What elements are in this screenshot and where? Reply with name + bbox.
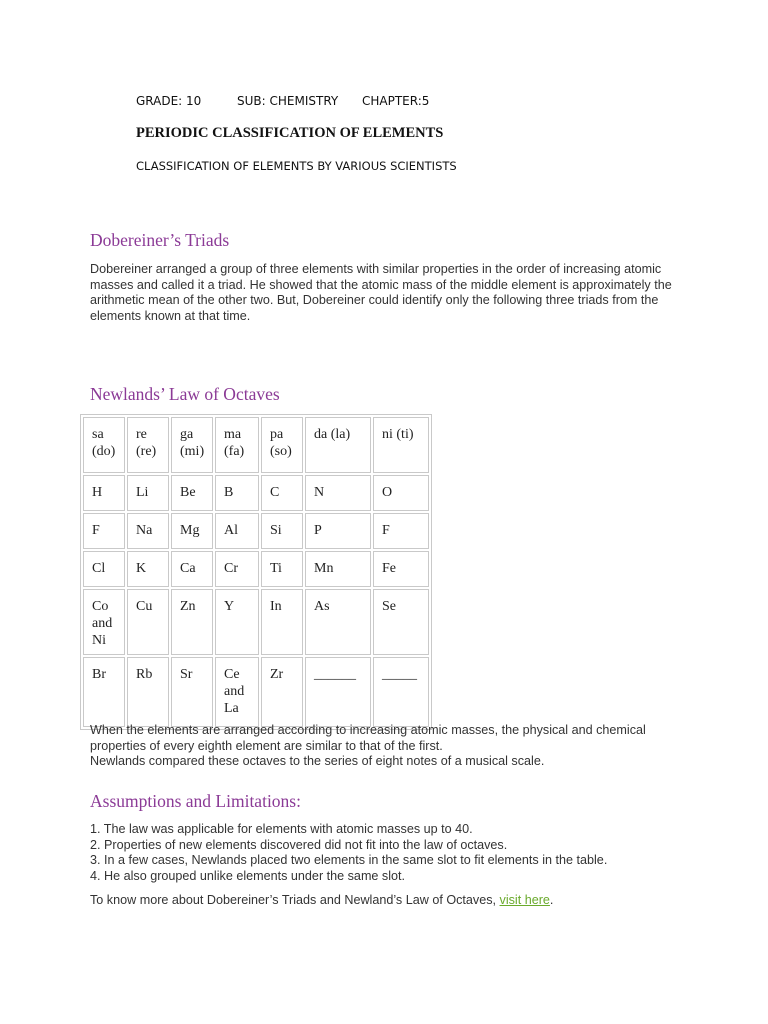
visit-here-link[interactable]: visit here [499,893,550,907]
table-cell [127,475,169,511]
table-cell [171,417,213,473]
table-cell [305,657,371,727]
cell-text: (fa) [224,444,245,459]
cell-text: P [314,523,322,538]
cell-text: da (la) [314,427,351,442]
octaves-table [80,414,432,730]
table-cell [171,657,213,727]
grade-label: GRADE: 10 [136,94,202,108]
cell-text: Y [224,599,235,614]
cell-text: Al [224,523,238,538]
cell-text: Rb [136,667,153,682]
table-cell [373,589,429,655]
cell-text: Mn [314,561,334,576]
table-cell [373,475,429,511]
table-cell [261,589,303,655]
cell-text: (do) [92,444,116,459]
cell-text: pa [270,427,284,442]
table-cell [215,551,259,587]
cell-text: Li [136,485,149,500]
cell-text: Ni [92,633,106,648]
table-cell [83,417,125,473]
cell-text: Na [136,523,153,538]
list-item: 1. The law was applicable for elements with atomic masses up to 40. [90,822,473,836]
table-cell [215,417,259,473]
table-cell [215,589,259,655]
cell-text: re [136,427,147,442]
cell-text: ni (ti) [382,427,414,442]
table-cell [305,513,371,549]
document-title: PERIODIC CLASSIFICATION OF ELEMENTS [136,125,444,141]
table-cell [127,657,169,727]
table-cell [373,513,429,549]
cell-text: Ca [180,561,196,576]
list-item: 4. He also grouped unlike elements under the same slot. [90,868,406,883]
table-header-row [83,417,429,473]
triads-paragraph: Dobereiner arranged a group of three elements with similar properties in the order of increasing atomic masses and called it a triad. He showed that the atomic mass of the middle element is approximately the arithmetic mean of the other two. But, Dobereiner could identify only the following three triads from the elements known at that time. [90,262,672,323]
table-cell [305,475,371,511]
document-subtitle: CLASSIFICATION OF ELEMENTS BY VARIOUS SCIENTISTS [136,159,457,173]
table-row [83,475,429,511]
octaves-heading: Newlands’ Law of Octaves [90,384,280,404]
cell-text: Se [382,599,396,614]
table-cell [83,513,125,549]
cell-text: Be [180,485,196,500]
octaves-description-line: Newlands compared these octaves to the series of eight notes of a musical scale. [90,754,545,768]
cell-text: Sr [180,667,193,682]
cell-text: As [314,599,330,614]
chapter-label: CHAPTER:5 [362,94,430,108]
table-cell [127,589,169,655]
cell-text: O [382,485,393,500]
table-cell [261,475,303,511]
closing-suffix: . [549,893,554,907]
cell-text: ______ [314,667,356,682]
cell-text: F [92,523,100,538]
cell-text: La [224,701,239,716]
octaves-description-line: When the elements are arranged according to increasing atomic masses, the physical and chemical [90,723,646,737]
table-cell [261,657,303,727]
table-cell [171,551,213,587]
table-cell [373,551,429,587]
table-cell [305,589,371,655]
subject-label: SUB: CHEMISTRY [237,94,339,108]
cell-text: and [224,684,245,699]
table-cell [373,417,429,473]
table-cell [171,475,213,511]
cell-text: Cu [136,599,153,614]
table-cell [261,417,303,473]
table-cell [171,589,213,655]
cell-text: Mg [180,523,200,538]
cell-text: F [382,523,390,538]
assumptions-heading: Assumptions and Limitations: [90,791,301,811]
table-cell [83,551,125,587]
cell-text: Si [270,523,282,538]
cell-text: Co [92,599,109,614]
cell-text: ga [180,427,194,442]
cell-text: Cl [92,561,106,576]
table-cell [261,551,303,587]
list-item: 3. In a few cases, Newlands placed two elements in the same slot to fit elements in the table. [90,853,608,867]
cell-text: C [270,485,280,500]
assumptions-list [90,822,710,884]
table-cell [83,475,125,511]
table-row [83,513,429,549]
cell-text: Fe [382,561,396,576]
table-row [83,589,429,655]
list-item: 2. Properties of new elements discovered did not fit into the law of octaves. [90,837,508,852]
cell-text: B [224,485,234,500]
cell-text: In [270,599,282,614]
octaves-description [90,723,690,770]
closing-text: To know more about Dobereiner’s Triads and Newland’s Law of Octaves, [90,893,500,907]
cell-text: Zr [270,667,284,682]
cell-text: Zn [180,599,196,614]
cell-text: sa [92,427,104,442]
cell-text: and [92,616,113,631]
cell-text: (re) [136,444,157,459]
cell-text: N [314,485,325,500]
table-cell [127,513,169,549]
triads-heading: Dobereiner’s Triads [90,230,230,250]
table-cell [373,657,429,727]
cell-text: ma [224,427,242,442]
table-cell [215,657,259,727]
cell-text: _____ [382,667,417,682]
cell-text: Ce [224,667,240,682]
table-cell [83,657,125,727]
cell-text: (mi) [180,444,205,459]
table-cell [305,551,371,587]
closing-sentence [90,893,553,907]
cell-text: H [92,485,103,500]
table-cell [215,475,259,511]
cell-text: (so) [270,444,292,459]
table-cell [83,589,125,655]
cell-text: Cr [224,561,238,576]
cell-text: Br [92,667,106,682]
table-cell [171,513,213,549]
table-row [83,657,429,727]
octaves-description-line: properties of every eighth element are similar to that of the first. [90,738,443,753]
table-row [83,551,429,587]
table-cell [127,551,169,587]
cell-text: Ti [270,561,282,576]
table-cell [215,513,259,549]
table-cell [261,513,303,549]
cell-text: K [136,561,147,576]
table-cell [127,417,169,473]
table-cell [305,417,371,473]
